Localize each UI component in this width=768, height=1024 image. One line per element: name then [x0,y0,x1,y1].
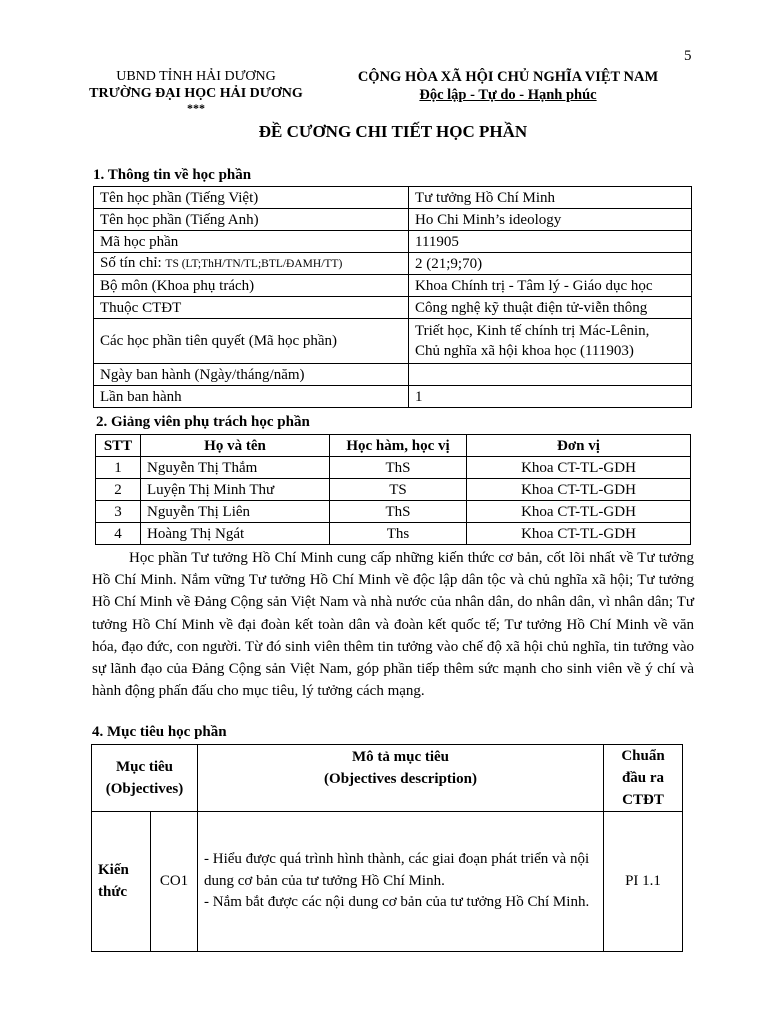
table-header-row [96,435,691,457]
header-line: Chuẩn [621,748,665,764]
name-cell: Nguyễn Thị Thắm [141,457,330,479]
degree-cell: Ths [330,523,467,545]
stt-cell: 3 [96,501,141,523]
table-header-row [92,745,683,812]
stt-cell: 4 [96,523,141,545]
degree-cell: TS [330,479,467,501]
unit-cell: Khoa CT-TL-GDH [467,457,691,479]
header-line: Mô tả mục tiêu [351,749,450,765]
prerequisite-line: Chủ nghĩa xã hội khoa học (111903) [415,343,634,359]
info-value [409,319,692,364]
standard-column-header [604,745,683,812]
objective-code-cell: CO1 [151,812,198,952]
university-name: TRƯỜNG ĐẠI HỌC HẢI DƯƠNG [89,86,303,101]
table-row [94,275,692,297]
header-left [60,68,332,114]
info-value: 2 (21;9;70) [409,253,692,275]
table-row [94,253,692,275]
name-cell: Nguyễn Thị Liên [141,501,330,523]
name-cell: Luyện Thị Minh Thư [141,479,330,501]
document-title: ĐỀ CƯƠNG CHI TIẾT HỌC PHẦN [258,122,528,141]
table-row [94,231,692,253]
header-line: đầu ra [621,770,665,786]
table-row [92,812,683,952]
header-line: (Objectives description) [324,771,477,787]
group-line: Kiến [98,862,129,878]
description-line: - Hiểu được quá trình hình thành, các giai đoạn phát triển và nội dung cơ bản của tư tưởng Hồ Chí Minh. [204,851,590,889]
objectives-column-header [92,745,198,812]
degree-cell: ThS [330,457,467,479]
table-row [94,209,692,231]
info-label: Thuộc CTĐT [94,297,409,319]
table-row [96,523,691,545]
description-column-header [198,745,604,812]
info-value: 1 [409,386,692,408]
country-name: CỘNG HÒA XÃ HỘI CHỦ NGHĨA VIỆT NAM [357,69,659,85]
table-row [94,187,692,209]
info-label: Tên học phần (Tiếng Anh) [94,209,409,231]
info-value: 111905 [409,231,692,253]
objective-group-cell [92,812,151,952]
info-label: Các học phần tiên quyết (Mã học phần) [94,319,409,364]
info-value [409,364,692,386]
table-row [94,386,692,408]
lecturer-table [95,434,691,545]
credits-breakdown-label: TS (LT;ThH/TN/TL;BTL/ĐAMH/TT) [165,258,343,270]
info-value: Ho Chi Minh’s ideology [409,209,692,231]
section-1-heading: 1. Thông tin về học phần [93,167,252,183]
page-number: 5 [684,48,692,64]
unit-cell: Khoa CT-TL-GDH [467,479,691,501]
info-label: Ngày ban hành (Ngày/tháng/năm) [94,364,409,386]
info-label [94,253,409,275]
table-row [94,364,692,386]
province-name: UBND TỈNH HẢI DƯƠNG [116,69,276,84]
info-value: Tư tưởng Hồ Chí Minh [409,187,692,209]
degree-cell: ThS [330,501,467,523]
table-row [96,457,691,479]
standard-cell: PI 1.1 [604,812,683,952]
course-description: Học phần Tư tưởng Hồ Chí Minh cung cấp những kiến thức cơ bản, cốt lõi nhất về Tư tưởng Hồ Chí Minh. Nắm vững Tư tưởng Hồ Chí Minh về độc lập dân tộc và chủ nghĩa xã hội; Tư tưởng Hồ Chí Minh về Đảng Cộng sản Việt Nam và nhà nước của nhân dân, do nhân dân, vì nhân dân; Tư tưởng Hồ Chí Minh về đại đoàn kết toàn dân và đoàn kết quốc tế; Tư tưởng Hồ Chí Minh về văn hóa, đạo đức, con người. Từ đó sinh viên thêm tin tưởng vào chế độ xã hội chủ nghĩa, tin tưởng vào sự lãnh đạo của Đảng Cộng sản Việt Nam, góp phần tiếp thêm sức mạnh cho sinh viên về ý chí và hành động phấn đấu cho mục tiêu, lý tưởng cách mạng. [92,550,694,700]
header-line: Mục tiêu [115,759,174,775]
section-4-heading: 4. Mục tiêu học phần [92,724,227,740]
objective-description-cell [198,812,604,952]
prerequisite-line: Triết học, Kinh tế chính trị Mác-Lênin, [415,323,650,339]
unit-cell: Khoa CT-TL-GDH [467,523,691,545]
table-row [94,319,692,364]
info-value: Khoa Chính trị - Tâm lý - Giáo dục học [409,275,692,297]
header-stars: *** [187,101,205,115]
table-row [94,297,692,319]
objectives-table [91,744,683,952]
info-label: Mã học phần [94,231,409,253]
column-header: Học hàm, học vị [330,435,467,457]
column-header: Đơn vị [467,435,691,457]
unit-cell: Khoa CT-TL-GDH [467,501,691,523]
table-row [96,501,691,523]
group-line: thức [98,883,127,900]
credits-label: Số tín chỉ: [100,255,166,271]
course-info-table [93,186,692,408]
table-row [96,479,691,501]
motto: Độc lập - Tự do - Hạnh phúc [419,87,597,103]
column-header: Họ và tên [141,435,330,457]
name-cell: Hoàng Thị Ngát [141,523,330,545]
header-line: CTĐT [622,792,664,808]
info-label: Bộ môn (Khoa phụ trách) [94,275,409,297]
info-label: Lần ban hành [94,386,409,408]
column-header: STT [96,435,141,457]
info-label: Tên học phần (Tiếng Việt) [94,187,409,209]
description-line: - Nắm bắt được các nội dung cơ bản của tư tưởng Hồ Chí Minh. [204,894,590,911]
info-value: Công nghệ kỹ thuật điện tử-viễn thông [409,297,692,319]
header-line: (Objectives) [105,781,184,797]
stt-cell: 2 [96,479,141,501]
section-2-heading: 2. Giảng viên phụ trách học phần [96,414,310,430]
header-right [330,68,686,104]
stt-cell: 1 [96,457,141,479]
